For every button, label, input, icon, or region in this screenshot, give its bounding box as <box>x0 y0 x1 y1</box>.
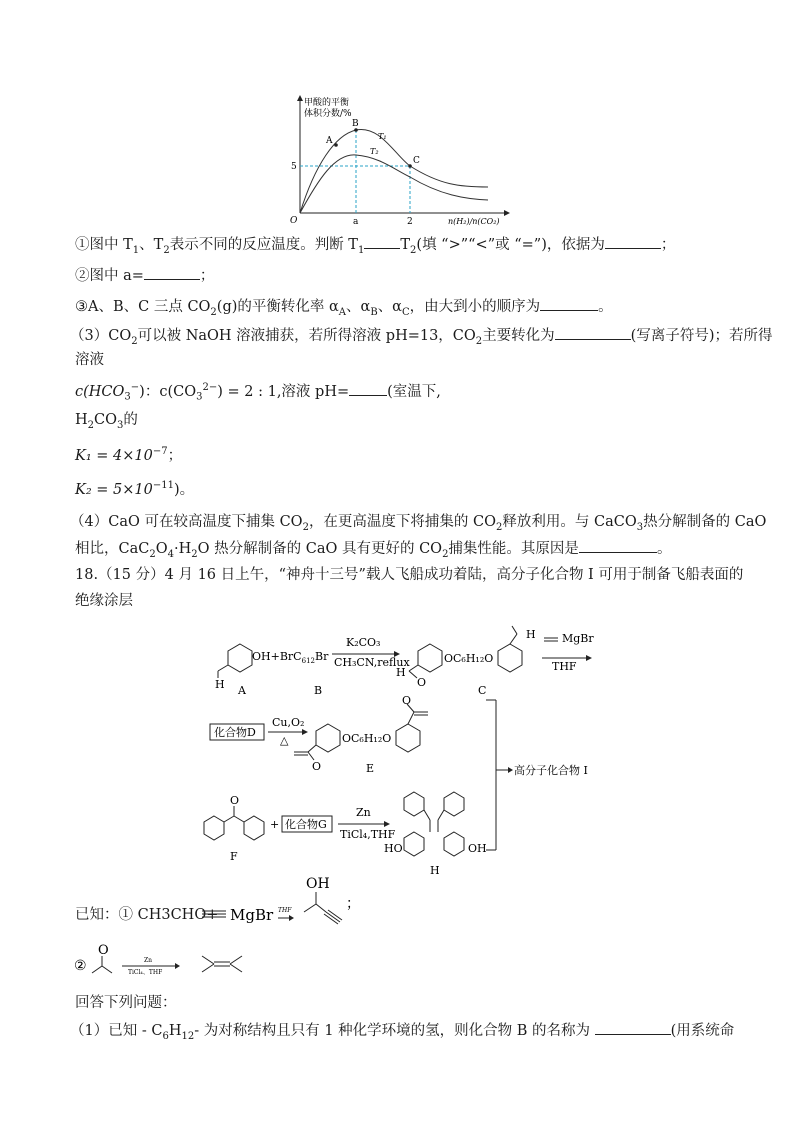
answer-blank[interactable] <box>540 296 598 311</box>
known-2-arrow-head <box>175 963 180 969</box>
point-b-label: B <box>352 119 359 129</box>
bond-c-o <box>409 671 417 678</box>
ring-h4 <box>444 832 464 856</box>
bond-h-c2 <box>438 810 444 820</box>
equilibrium-graph <box>280 95 520 230</box>
ring-c1 <box>418 644 442 672</box>
alkene-r1 <box>230 956 242 964</box>
curve-t2 <box>300 155 488 213</box>
polymer-label: 高分子化合物 I <box>514 764 588 777</box>
reagent-delta: △ <box>280 734 289 747</box>
point-c <box>408 164 412 168</box>
reagent-cu-o2: Cu,O₂ <box>272 716 305 729</box>
known-2-zn: Zn <box>144 957 153 964</box>
x-tick-a: a <box>353 217 359 227</box>
q-circ3: ③A、B、C 三点 $CO_2(g)$的平衡转化率 $\alpha_A$、$\alpha_B$、$\alpha_C$，由大到小的顺序为 。 <box>75 296 613 323</box>
alkene-l1 <box>202 956 214 964</box>
q-circ2: ②图中 a= ； <box>75 265 214 286</box>
q3-line3: $c(HCO_3^-)$：$c(CO_3^{2-}) = 2$ : 1,溶液 pH= (室温下, <box>75 382 441 403</box>
point-a-label: A <box>326 136 333 146</box>
alkene-l2 <box>202 964 214 972</box>
arrow-polymer-head <box>508 767 513 773</box>
ring-f1 <box>204 816 224 840</box>
ring-e2 <box>396 724 420 752</box>
text-c-h: H <box>396 666 406 679</box>
arrow-3-head <box>302 729 308 735</box>
label-e: E <box>366 762 375 775</box>
ring-h2 <box>444 792 464 816</box>
label-h: H <box>430 864 440 877</box>
known-thf: THF <box>278 907 292 914</box>
reagent-solvent: CH₃CN,reflux <box>334 656 410 669</box>
known-1-scheme <box>200 874 360 930</box>
text-c-h2: H <box>526 628 536 641</box>
q3-line2: 溶液 <box>75 352 104 368</box>
answer-blank[interactable] <box>349 381 387 396</box>
bond-c2-o <box>512 626 517 634</box>
known-mgbr: MgBr <box>230 906 274 924</box>
product-c-alkyne <box>316 904 326 912</box>
text-e-o2: O <box>402 694 412 707</box>
text-a-h: H <box>215 678 225 691</box>
label-b: B <box>314 684 323 697</box>
answer-q1: （1）已知 - $C_6H_{12}-$ 为对称结构且只有 1 种化学环境的氢，则化合物 B 的名称为 (用系统命 <box>70 1020 734 1047</box>
q3-k2: $K_2 = 5\times 10^{-11}$)。 <box>75 480 195 498</box>
text-c-linker: OC₆H₁₂O <box>444 652 494 665</box>
product-ch3 <box>304 904 316 912</box>
answer-prompt: 回答下列问题： <box>75 995 177 1011</box>
bond-e2-co <box>408 712 414 724</box>
x-axis-arrow <box>504 210 510 216</box>
point-c-label: C <box>413 156 420 166</box>
bond-a-cho <box>218 665 228 671</box>
answer-blank[interactable] <box>605 234 661 249</box>
q3-line4: $H_2CO_3$的 <box>75 412 138 431</box>
known-2-ticl: TiCl₄、THF <box>128 969 163 976</box>
q-circ1: ①图中 $T_1$、$T_2$表示不同的反应温度。判断 $T_1$ $T_2$(填 “>”“<”或 “=”)，依据为 ； <box>75 234 675 261</box>
reagent-thf: THF <box>552 660 577 673</box>
q18-heading: 18.（15 分）4 月 16 日上午，“神舟十三号”载人飞船成功着陆，高分子化合物 I 可用于制备飞船表面的 <box>75 567 744 583</box>
q3-k1: $K_1 = 4\times 10^{-7}$； <box>75 446 183 464</box>
q3-line1: $(3)CO_2$可以被 NaOH 溶液捕获，若所得溶液 pH=13，$CO_2$主要转化为 (写离子符号)；若所得 <box>70 325 773 352</box>
y-tick-5: 5 <box>291 162 297 172</box>
known-2-scheme <box>72 940 292 984</box>
known-oh: OH <box>306 876 330 892</box>
ring-f2 <box>244 816 264 840</box>
bond-c2-cho <box>510 634 517 644</box>
text-e-linker: OC₆H₁₂O <box>342 732 392 745</box>
point-a <box>334 143 338 147</box>
y-axis-label-2: 体积分数/% <box>304 109 352 119</box>
acetone-left <box>92 966 102 973</box>
reagent-k2co3: K₂CO₃ <box>346 636 381 649</box>
text-e-o1: O <box>312 760 322 773</box>
reagent-ticl4: TiCl₄,THF <box>340 828 396 841</box>
bond-e1-o <box>308 752 314 760</box>
answer-blank[interactable] <box>579 538 657 553</box>
label-c: C <box>478 684 487 697</box>
known-semicolon: ； <box>346 896 360 912</box>
reagent-zn: Zn <box>356 806 371 819</box>
bond-c-cho <box>409 665 418 671</box>
y-axis-label-1: 甲酸的平衡 <box>304 98 350 108</box>
compound-g-label: 化合物G <box>285 818 327 831</box>
x-tick-2: 2 <box>407 217 413 227</box>
label-a: A <box>238 684 246 697</box>
text-h-ho: HO <box>384 842 403 855</box>
ring-a <box>228 644 252 672</box>
ring-h3 <box>404 832 424 856</box>
text-oh-plus: OH+BrC$_6$12Br <box>252 650 329 665</box>
curve-t1-label: T₁ <box>378 132 387 141</box>
answer-blank[interactable] <box>144 265 200 280</box>
arrow-4-head <box>384 821 390 827</box>
q4-line2: 相比，$CaC_2O_4\cdot H_2O$ 热分解制备的 CaO 具有更好的 $CO_2$捕集性能。其原因是 。 <box>75 538 671 565</box>
label-f: F <box>230 850 238 863</box>
known-2-o: O <box>98 943 109 958</box>
bond-f-co <box>224 816 234 822</box>
bond-h-c1 <box>424 810 430 820</box>
bond-f-co2 <box>234 816 244 822</box>
ring-e1 <box>316 724 340 752</box>
curve-t2-label: T₂ <box>370 147 379 156</box>
reaction-scheme <box>190 620 610 878</box>
q18-heading-2: 绝缘涂层 <box>75 593 133 609</box>
origin-label: O <box>290 216 298 226</box>
text-f-o: O <box>230 794 240 807</box>
known-circ2: ② <box>74 958 87 974</box>
acetone-right <box>102 966 112 973</box>
arrow-2-head <box>586 655 592 661</box>
known-arrow-head <box>289 915 294 921</box>
text-c-o: O <box>417 676 427 689</box>
x-axis-label: n(H₂)/n(CO₂) <box>448 217 500 226</box>
y-axis-arrow <box>297 95 303 101</box>
answer-blank[interactable] <box>555 325 631 340</box>
answer-blank[interactable] <box>364 234 400 249</box>
alkene-r2 <box>230 964 242 972</box>
known-1: 已知：① CH3CHO+ <box>75 907 219 923</box>
ring-c2 <box>498 644 522 672</box>
answer-blank[interactable] <box>595 1020 671 1035</box>
bond-e1-co <box>308 745 316 752</box>
text-h-oh: OH <box>468 842 487 855</box>
reagent-mgbr: MgBr <box>562 632 594 645</box>
ring-h1 <box>404 792 424 816</box>
compound-d-label: 化合物D <box>214 726 256 739</box>
text-plus: + <box>270 818 280 831</box>
q4-line1: （4）CaO 可在较高温度下捕集 $CO_2$，在更高温度下将捕集的 $CO_2$释放利用。与 CaCO$_3$热分解制备的 CaO <box>70 514 767 533</box>
